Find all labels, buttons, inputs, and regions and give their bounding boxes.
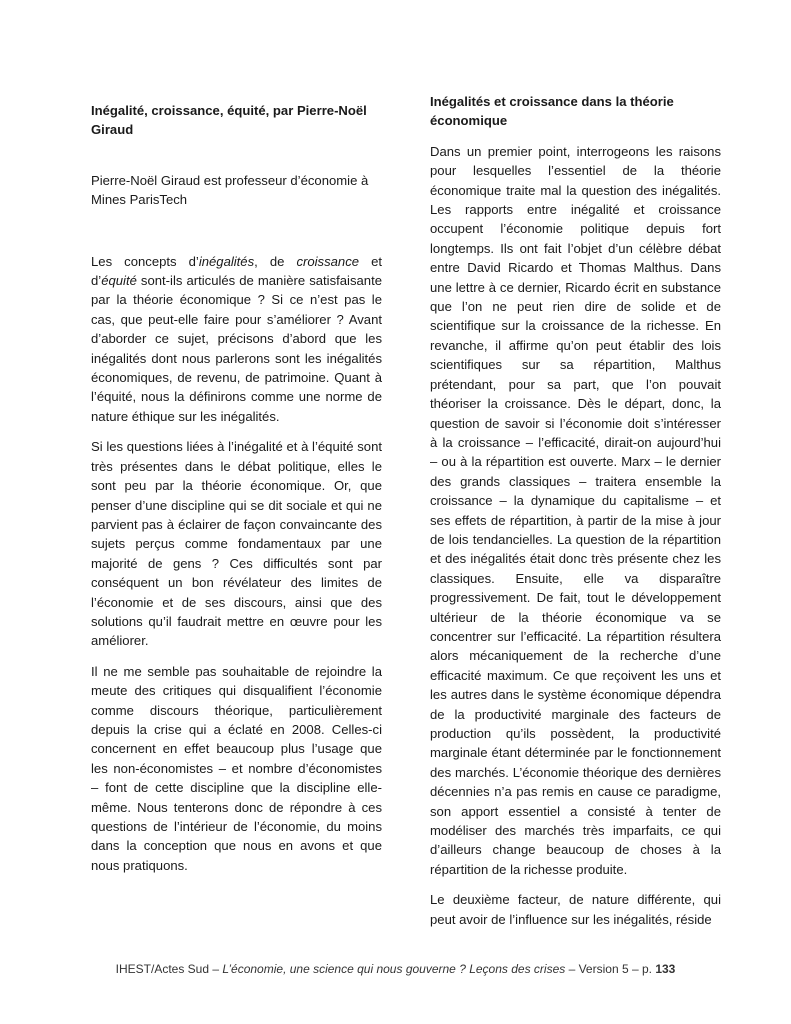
paragraph-history: Dans un premier point, interrogeons les raisons pour lesquelles l’essentiel de la théorie économique traite mal la question des inégalités. Les rapports entre inégalité et croissance occupent l’économie politique depuis fort longtemps. Ils ont fait l’objet d’un célèbre débat entre David Ricardo et Thomas Malthus. Dans une lettre à ce dernier, Ricardo écrit en substance que l’on ne peut rien dire de solide et de scientifique sur la croissance de la richesse. En revanche, il affirme qu’on peut établir des lois scientifiques sur sa répartition, Malthus prétendant, pour sa part, que l’on pouvait théoriser la croissance. Dès le départ, donc, la question de savoir si l’économie doit s’intéresser à la croissance – l’efficacité, dirait-on aujourd’hui – ou à la répartition est ouverte. Marx – le dernier des grands classiques – traitera ensemble la croissance – la dynamique du capitalisme – et ses effets de répartition, à partir de la mise à jour de lois tendancielles. La question de la répartition et des inégalités était donc très présente chez les classiques. Ensuite, elle va disparaître progressivement. De fait, tout le développement ultérieur de la théorie économique va se concentrer sur l’efficacité. La répartition résultera alors mécaniquement de la recherche d’une efficacité maximum. Ce que reçoivent les uns et les autres dans le système économique dépendra de la productivité marginale des facteurs de production qu’ils possèdent, la productivité marginale étant déterminée par le fonctionnement des marchés. L’économie théorique des dernières décennies n’a pas remis en cause ce paradigme, son apport essentiel a consisté à tenter de modéliser des marchés très imparfaits, ce qui d’ailleurs change beaucoup de choses à la répartition de la richesse produite. [430,143,721,877]
footer-book-title: L’économie, une science qui nous gouverne ? Leçons des crises [222,962,566,976]
emphasis-inegalites: inégalités [198,253,255,269]
page-number: 133 [655,962,676,976]
page-footer [0,962,791,976]
paragraph-second-factor: Le deuxième facteur, de nature différente, qui peut avoir de l’influence sur les inégalités, réside [430,892,721,927]
footer-suffix: – Version 5 – p. [565,962,656,976]
emphasis-equite: équité [101,273,137,289]
left-column [91,92,382,886]
section-heading: Inégalités et croissance dans la théorie économique [430,94,674,129]
emphasis-croissance: croissance [296,253,360,269]
right-column [430,92,721,940]
paragraph-critiques: Il ne me semble pas souhaitable de rejoindre la meute des critiques qui disqualifient l’économie comme discours théorique, particulièrement depuis la crise qui a éclaté en 2008. Celles-ci concernent en effet beaucoup plus l’usage que les non-économistes – et nombre d’économistes – font de cette discipline que la discipline elle-même. Nous tenterons donc de répondre à ces questions de l’intérieur de l’économie, du moins dans la conception que nous en avons et que nous pratiquons. [91,663,382,873]
footer-prefix: IHEST/Actes Sud – [115,962,223,976]
paragraph-questions: Si les questions liées à l’inégalité et à l’équité sont très présentes dans le débat politique, elles le sont peu par la théorie économique. Or, que penser d’une discipline qui se dit sociale et qui ne parvient pas à éclairer de façon convaincante des sujets perçus comme fondamentaux par une majorité de gens ? Ces difficultés sont par conséquent un bon révélateur des limites de l’économie et de ses discours, ainsi que des solutions qu’il faudrait mettre en œuvre pour les améliorer. [91,439,382,649]
author-note: Pierre-Noël Giraud est professeur d’économie à Mines ParisTech [91,172,369,208]
article-title: Inégalité, croissance, équité, par Pierre-Noël Giraud [91,103,367,138]
paragraph-intro: Les concepts d’inégalités, de croissance et d’équité sont-ils articulés de manière satisfaisante par la théorie économique ? Si ce n’est pas le cas, que peut-elle faire pour s’améliorer ? Avant d’aborder ce sujet, précisons d’abord que les inégalités dont nous parlerons sont les inégalités économiques, de revenu, de patrimoine. Quant à l’équité, nous la définirons comme une norme de nature éthique sur les inégalités. [91,253,382,424]
